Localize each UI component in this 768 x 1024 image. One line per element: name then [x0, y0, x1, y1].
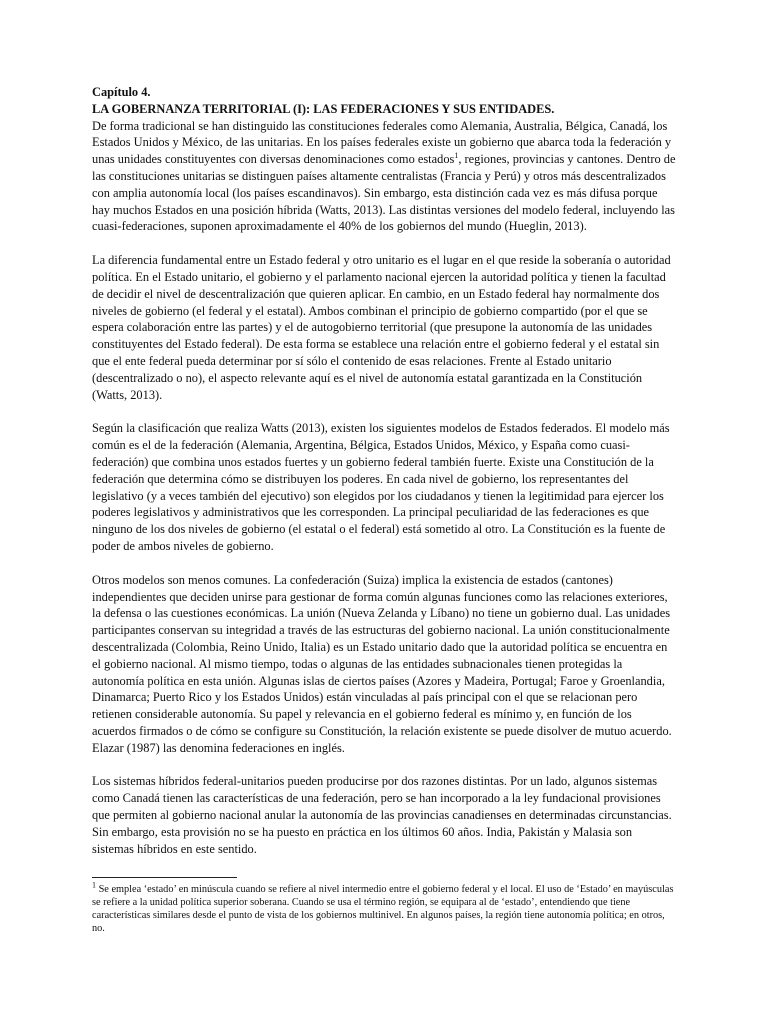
footnote-divider: [92, 877, 237, 878]
chapter-label: Capítulo 4.: [92, 85, 151, 99]
paragraph-1-text-a: De forma tradicional se han distinguido las constituciones federales como Alemania, Australia, Bélgica, Canadá, los Estados Unidos y México, de las unitarias. En los países federales existe un gobierno que abarca toda la federación y unas unidades constituyentes con diversas denominaciones como estados: [92, 118, 672, 167]
footnote-text: Se emplea ‘estado’ en minúscula cuando se refiere al nivel intermedio entre el gobierno federal y el local. El uso de ‘Estado’ en mayúsculas se refiere a la unidad política superior soberana. Cuando se usa el término región, se equipara al de ‘estado’, entendiendo que tiene características similares desde el punto de vista de los gobiernos multinivel. En algunos países, la región tiene autonomía política; en otros, no.: [92, 884, 674, 934]
paragraph-2: La diferencia fundamental entre un Estado federal y otro unitario es el lugar en el que reside la soberanía o autoridad política. En el Estado unitario, el gobierno y el parlamento nacional ejercen la autoridad política y tienen la facultad de decidir el nivel de descentralización que quieren aplicar. En cambio, en un Estado federal hay normalmente dos niveles de gobierno (el federal y el estatal). Ambos combinan el principio de gobierno compartido (por el que se espera colaboración entre las partes) y el de autogobierno territorial (que presupone la autonomía de las unidades constituyentes del Estado federal). De esta forma se establece una relación entre el gobierno federal y el estatal sin que el ente federal pueda determinar por sí sólo el contenido de esas relaciones. Frente al Estado unitario (descentralizado o no), el aspecto relevante aquí es el nivel de autonomía estatal garantizada en la Constitución (Watts, 2013).: [92, 253, 671, 402]
chapter-heading: LA GOBERNANZA TERRITORIAL (I): LAS FEDERACIONES Y SUS ENTIDADES.: [92, 101, 555, 116]
paragraph-1-text-b: , regiones, provincias y cantones. Dentro de las constituciones unitarias se distinguen países altamente centralistas (Francia y Perú) y otros más descentralizados con amplia autonomía local (los países escandinavos). Sin embargo, esta distinción cada vez es más difusa porque hay muchos Estados en una posición híbrida (Watts, 2013). Las distintas versiones del modelo federal, incluyendo las cuasi-federaciones, suponen aproximadamente el 40% de los gobiernos del mundo (Hueglin, 2013).: [92, 152, 676, 234]
paragraph-3: Según la clasificación que realiza Watts (2013), existen los siguientes modelos de Estados federados. El modelo más común es el de la federación (Alemania, Argentina, Bélgica, Estados Unidos, México, y España como cuasi-federación) que combina unos estados fuertes y un gobierno federal también fuerte. Existe una Constitución de la federación que determina cómo se distribuyen los poderes. En cada nivel de gobierno, los representantes del legislativo (y a veces también del ejecutivo) son elegidos por los ciudadanos y tienen la legitimidad para ejercer los poderes legislativos y administrativos que les corresponden. La principal peculiaridad de las federaciones es que ninguno de los dos niveles de gobierno (el estatal o el federal) está sometido al otro. La Constitución es la fuente de poder de ambos niveles de gobierno.: [92, 421, 670, 553]
footnote: [92, 880, 677, 935]
footnote-mark: 1: [92, 880, 96, 890]
paragraph-4: Otros modelos son menos comunes. La confederación (Suiza) implica la existencia de estados (cantones) independientes que deciden unirse para gestionar de forma común algunas funciones como las relaciones exteriores, la defensa o las cuestiones económicas. La unión (Nueva Zelanda y Líbano) no tiene un gobierno dual. Las unidades participantes conservan su integridad a través de las estructuras del gobierno nacional. La unión constitucionalmente descentralizada (Colombia, Reino Unido, Italia) es un Estado unitario dado que la autoridad política se encuentra en el gobierno nacional. Al mismo tiempo, todas o algunas de las entidades subnacionales tienen protegidas la autonomía política en esta unión. Algunas islas de ciertos países (Azores y Madeira, Portugal; Faroe y Groenlandia, Dinamarca; Puerto Rico y los Estados Unidos) están vinculadas al país principal con el que se relacionan pero retienen considerable autonomía. Su papel y relevancia en el gobierno federal es mínimo y, en función de los acuerdos firmados o de cómo se configure su Constitución, la relación existente se puede disolver de mutuo acuerdo. Elazar (1987) las denomina federaciones en inglés.: [92, 572, 672, 755]
document-body: [92, 84, 677, 874]
footnote-reference: 1: [454, 151, 459, 161]
paragraph-5: Los sistemas híbridos federal-unitarios pueden producirse por dos razones distintas. Por un lado, algunos sistemas como Canadá tienen las características de una federación, pero se han incorporado a la ley fundacional provisiones que permiten al gobierno nacional anular la autonomía de las provincias canadienses en determinadas circunstancias. Sin embargo, esta provisión no se ha puesto en práctica en los últimos 60 años. India, Pakistán y Malasia son sistemas híbridos en este sentido.: [92, 774, 672, 856]
paragraph-1: [92, 118, 677, 236]
